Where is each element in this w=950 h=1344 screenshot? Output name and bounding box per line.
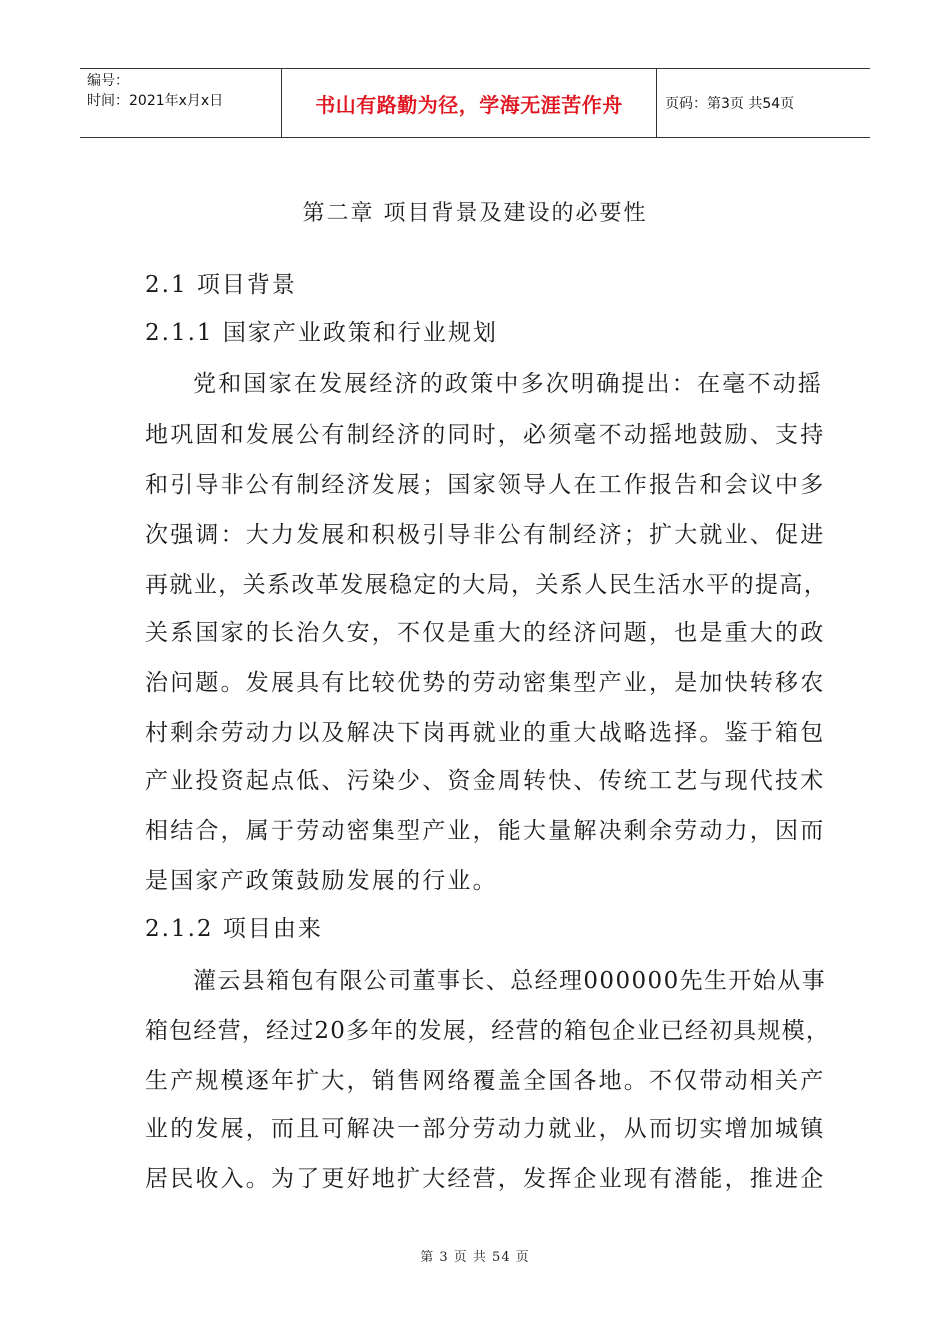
paragraph-line: 和引导非公有制经济发展；国家领导人在工作报告和会议中多 — [145, 472, 826, 498]
paragraph-line: 村剩余劳动力以及解决下岗再就业的重大战略选择。鉴于箱包 — [145, 720, 826, 746]
subsection-heading: 2.1.1 国家产业政策和行业规划 — [145, 320, 498, 346]
time-label: 时间：2021年x月x日 — [87, 93, 224, 109]
paragraph-line: 党和国家在发展经济的政策中多次明确提出：在毫不动摇 — [193, 371, 823, 397]
paragraph-line: 治问题。发展具有比较优势的劳动密集型产业，是加快转移农 — [145, 670, 826, 696]
paragraph-line: 业的发展，而且可解决一部分劳动力就业，从而切实增加城镇 — [145, 1116, 826, 1142]
paragraph-line: 关系国家的长治久安，不仅是重大的经济问题，也是重大的政 — [145, 620, 826, 646]
paragraph-line: 地巩固和发展公有制经济的同时，必须毫不动摇地鼓励、支持 — [145, 422, 826, 448]
header-meta — [80, 69, 282, 137]
subsection-heading: 2.1.2 项目由来 — [145, 916, 323, 942]
paragraph-line: 是国家产政策鼓励发展的行业。 — [145, 868, 498, 894]
chapter-title: 第二章 项目背景及建设的必要性 — [302, 201, 648, 226]
paragraph-line: 灌云县箱包有限公司董事长、总经理000000先生开始从事 — [193, 968, 826, 994]
header-motto: 书山有路勤为径，学海无涯苦作舟 — [282, 69, 657, 137]
paragraph-line: 居民收入。为了更好地扩大经营，发挥企业现有潜能，推进企 — [145, 1166, 826, 1192]
header-page-info: 页码：第3页 共54页 — [665, 96, 795, 112]
paragraph-line: 相结合，属于劳动密集型产业，能大量解决剩余劳动力，因而 — [145, 818, 826, 844]
page-footer: 第 3 页 共 54 页 — [420, 1250, 530, 1265]
paragraph-line: 再就业，关系改革发展稳定的大局，关系人民生活水平的提高， — [145, 572, 829, 598]
page-header — [80, 68, 870, 138]
paragraph-line: 生产规模逐年扩大，销售网络覆盖全国各地。不仅带动相关产 — [145, 1068, 826, 1094]
paragraph-line: 次强调：大力发展和积极引导非公有制经济；扩大就业、促进 — [145, 522, 826, 548]
paragraph-line: 箱包经营，经过20多年的发展，经营的箱包企业已经初具规模， — [145, 1018, 831, 1044]
paragraph-line: 产业投资起点低、污染少、资金周转快、传统工艺与现代技术 — [145, 768, 826, 794]
number-label: 编号： — [87, 73, 129, 89]
section-heading: 2.1 项目背景 — [145, 272, 297, 298]
